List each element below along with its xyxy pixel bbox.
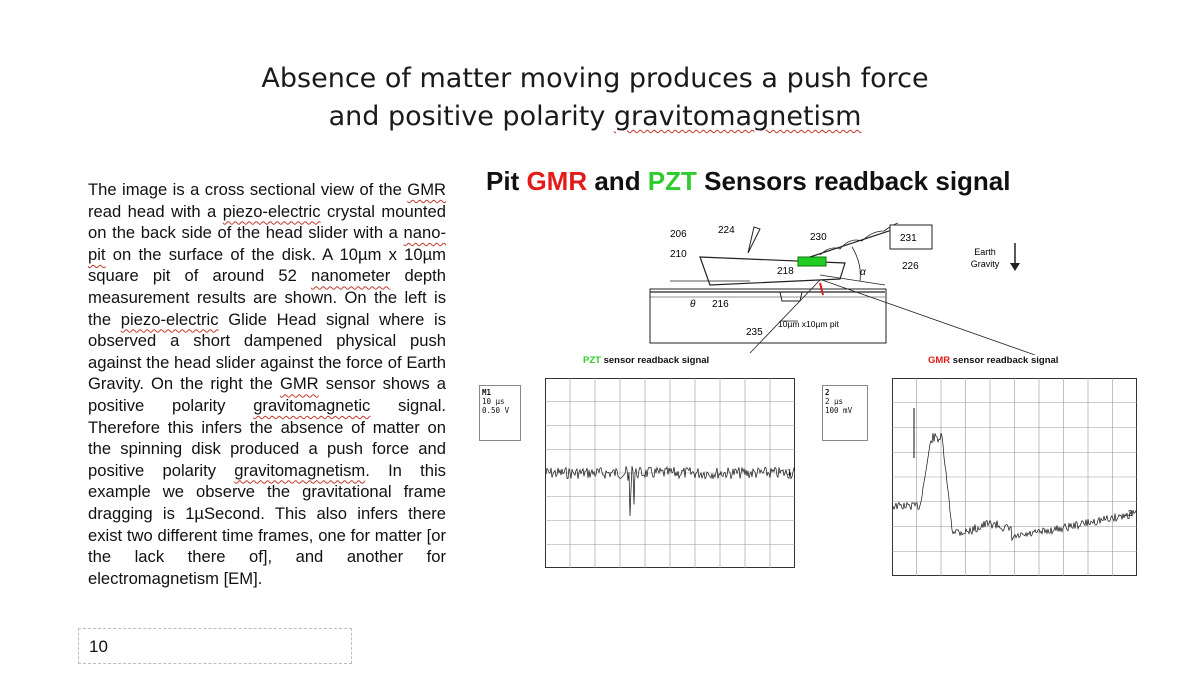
gmr-channel-marker: 2 bbox=[1128, 509, 1133, 518]
body-misspelled-word: gravitomagnetism bbox=[234, 460, 366, 480]
page-number-box[interactable] bbox=[78, 628, 352, 664]
figure-title-pre: Pit bbox=[486, 166, 527, 196]
body-text-segment: read head with a bbox=[88, 201, 223, 221]
body-text-segment: crystal mounted on the back side of the head slider with a bbox=[88, 201, 446, 243]
label-216: 216 bbox=[712, 299, 729, 310]
title-line-2-misspelled-word: gravitomagnetism bbox=[613, 101, 862, 132]
body-misspelled-word: piezo-electric bbox=[222, 201, 321, 221]
pzt-scope-time: 10 µs bbox=[482, 397, 505, 406]
label-theta: θ bbox=[690, 299, 696, 310]
body-text-segment: Glide Head signal where is observed a short dampened physical push against the head slider against the force of Earth Gravity. On the right the bbox=[88, 309, 446, 394]
body-text-segment: sensor shows a positive polarity bbox=[88, 374, 446, 415]
gmr-signal-label bbox=[928, 355, 1058, 366]
body-text-segment: on the surface of the disk. A 10µm x 10µm square pit of around 52 bbox=[88, 244, 446, 286]
label-224: 224 bbox=[718, 225, 735, 236]
slide-title bbox=[200, 60, 990, 136]
label-206: 206 bbox=[670, 229, 687, 240]
figure-title-mid: and bbox=[587, 166, 648, 196]
pzt-label-pzt: PZT bbox=[583, 355, 601, 366]
piezo-crystal bbox=[798, 257, 826, 266]
title-line-1: Absence of matter moving produces a push force bbox=[261, 63, 929, 94]
gmr-scope-time: 2 µs bbox=[825, 397, 844, 406]
pzt-label-rest: sensor readback signal bbox=[600, 355, 710, 366]
label-231: 231 bbox=[900, 233, 917, 244]
title-line-2 bbox=[200, 98, 990, 136]
body-misspelled-word: GMR bbox=[407, 180, 446, 199]
body-misspelled-word: nanometer bbox=[310, 266, 391, 286]
body-paragraph bbox=[88, 179, 446, 589]
gmr-label-gmr: GMR bbox=[928, 355, 951, 366]
figure-title-pzt: PZT bbox=[647, 166, 697, 196]
label-gravity: Gravity bbox=[970, 259, 1000, 269]
label-230: 230 bbox=[810, 232, 827, 243]
head-cross-section-diagram bbox=[630, 215, 1110, 355]
label-210: 210 bbox=[670, 249, 687, 260]
body-misspelled-word: gravitomagnetic bbox=[253, 395, 371, 415]
figure-title-post: Sensors readback signal bbox=[696, 166, 1011, 196]
gmr-oscilloscope-trace bbox=[892, 378, 1137, 576]
body-text-segment: depth measurement results are shown. On the left is the bbox=[88, 266, 447, 329]
label-earth: Earth bbox=[974, 247, 996, 257]
body-misspelled-word: piezo-electric bbox=[120, 309, 219, 329]
pzt-oscilloscope-trace bbox=[545, 378, 795, 568]
body-text-segment: . In this example we observe the gravitational frame dragging is 1µSecond. This also infers there exist two different time frames, one for matter [or the lack there of], and another for electromagnetism [EM]. bbox=[88, 460, 446, 588]
figure-title bbox=[486, 166, 1106, 197]
body-misspelled-word: GMR bbox=[279, 374, 319, 394]
label-226: 226 bbox=[902, 261, 919, 272]
pzt-signal-label bbox=[583, 355, 709, 366]
page-number: 10 bbox=[89, 637, 108, 656]
gmr-scope-channel: 2 bbox=[825, 388, 830, 397]
gmr-label-rest: sensor readback signal bbox=[950, 355, 1059, 366]
label-pit: 10µm x10µm pit bbox=[778, 319, 839, 329]
label-235: 235 bbox=[746, 327, 763, 338]
figure-title-gmr: GMR bbox=[526, 166, 588, 196]
pzt-scope-channel: M1 bbox=[482, 388, 492, 397]
label-218: 218 bbox=[777, 266, 794, 277]
pzt-channel-marker: 1 bbox=[787, 468, 792, 477]
body-misspelled-word: nano-pit bbox=[88, 223, 446, 264]
label-alpha: α bbox=[860, 267, 866, 278]
body-text-segment: signal. Therefore this infers the absence of matter on the spinning disk produced a push force and positive polarity bbox=[88, 395, 447, 480]
pzt-scope-info bbox=[479, 385, 521, 441]
title-line-2-text: and positive polarity bbox=[328, 101, 614, 132]
gmr-scope-info bbox=[822, 385, 868, 441]
pzt-scope-volt: 0.50 V bbox=[482, 406, 510, 415]
gmr-scope-volt: 100 mV bbox=[825, 406, 853, 415]
body-text-segment: The image is a cross sectional view of the bbox=[88, 180, 408, 199]
